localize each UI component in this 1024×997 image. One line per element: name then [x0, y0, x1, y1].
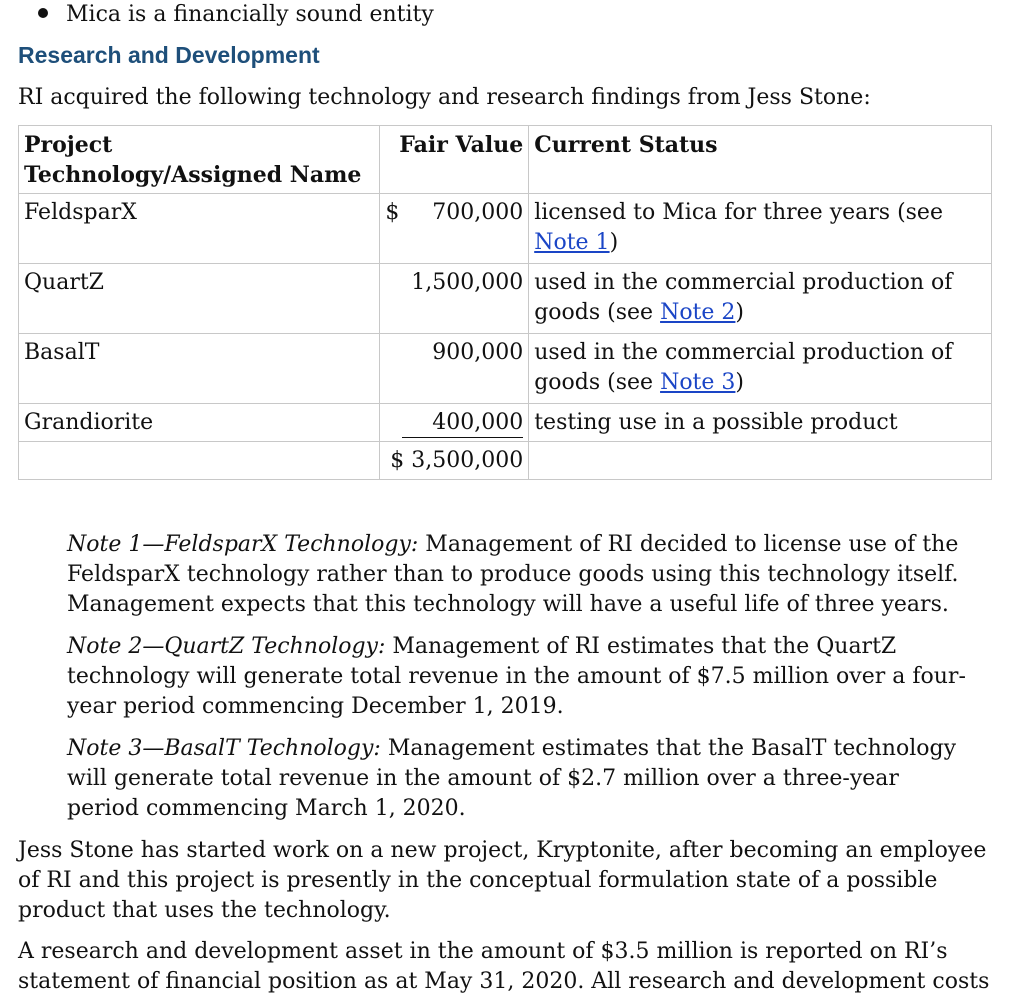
table-row — [19, 334, 992, 404]
row-status-close: ) — [609, 230, 619, 255]
section-heading: Research and Development — [18, 42, 320, 68]
total-label-cell — [19, 442, 380, 480]
intro-text: RI acquired the following technology and research findings from Jess Stone: — [18, 85, 871, 110]
row-status-text: testing use in a possible product — [534, 410, 898, 435]
row-fair-value — [380, 334, 529, 404]
note-3 — [67, 734, 967, 824]
row-name: QuartZ — [19, 264, 380, 334]
row-currency: $ — [385, 200, 400, 225]
bullet-dot-icon — [38, 8, 48, 18]
row-status-close: ) — [735, 300, 745, 325]
bullet-text: Mica is a financially sound entity — [66, 2, 434, 27]
note-body: Management of RI decided to license use of the FeldsparX technology rather than to produce goods using this technology itself. Management expects that this technology will have a useful life of three years. — [67, 532, 959, 617]
header-current-status: Current Status — [529, 126, 992, 194]
row-fair-value-amount: 400,000 — [402, 409, 523, 438]
note-3-link[interactable]: Note 3 — [660, 370, 736, 395]
table-total-row — [19, 442, 992, 480]
table-row — [19, 404, 992, 442]
row-name: BasalT — [19, 334, 380, 404]
kryptonite-paragraph: Jess Stone has started work on a new project, Kryptonite, after becoming an employee of RI and this project is presently in the conceptual formulation state of a possible product that uses the technology. — [18, 838, 987, 923]
row-name: Grandiorite — [19, 404, 380, 442]
row-status — [529, 334, 992, 404]
table-header-row — [19, 126, 992, 194]
total-status-cell — [529, 442, 992, 480]
row-fair-value — [380, 194, 529, 264]
note-2-link[interactable]: Note 2 — [660, 300, 736, 325]
row-fair-value-amount: 1,500,000 — [411, 270, 524, 295]
note-1-link[interactable]: Note 1 — [534, 230, 610, 255]
row-fair-value-amount: 900,000 — [432, 340, 524, 365]
row-status — [529, 194, 992, 264]
row-fair-value — [380, 404, 529, 442]
row-status-text: used in the commercial production of goods (see — [534, 340, 953, 395]
row-status — [529, 264, 992, 334]
header-fair-value: Fair Value — [380, 126, 529, 194]
note-body: Management of RI estimates that the QuartZ technology will generate total revenue in the amount of $7.5 million over a four-year period commencing December 1, 2019. — [67, 634, 966, 719]
row-status — [529, 404, 992, 442]
row-fair-value — [380, 264, 529, 334]
notes-section — [67, 530, 967, 836]
row-status-close: ) — [735, 370, 745, 395]
note-2 — [67, 632, 967, 722]
note-1 — [67, 530, 967, 620]
bullet-item — [38, 0, 434, 30]
note-heading: Note 1—FeldsparX Technology: — [67, 532, 419, 557]
table-row — [19, 194, 992, 264]
note-heading: Note 2—QuartZ Technology: — [67, 634, 386, 659]
total-fair-value: $ 3,500,000 — [380, 442, 529, 480]
asset-paragraph: A research and development asset in the amount of $3.5 million is reported on RI’s statement of financial position as at May 31, 2020. All research and development costs — [18, 939, 990, 994]
header-project-name: Project Technology/Assigned Name — [19, 126, 380, 194]
technology-table — [18, 125, 992, 480]
row-status-text: licensed to Mica for three years (see — [534, 200, 943, 225]
table-row — [19, 264, 992, 334]
note-body: Management estimates that the BasalT technology will generate total revenue in the amount of $2.7 million over a three-year period commencing March 1, 2020. — [67, 736, 956, 821]
note-heading: Note 3—BasalT Technology: — [67, 736, 381, 761]
row-fair-value-amount: 700,000 — [432, 200, 524, 225]
row-name: FeldsparX — [19, 194, 380, 264]
row-status-text: used in the commercial production of goods (see — [534, 270, 953, 325]
